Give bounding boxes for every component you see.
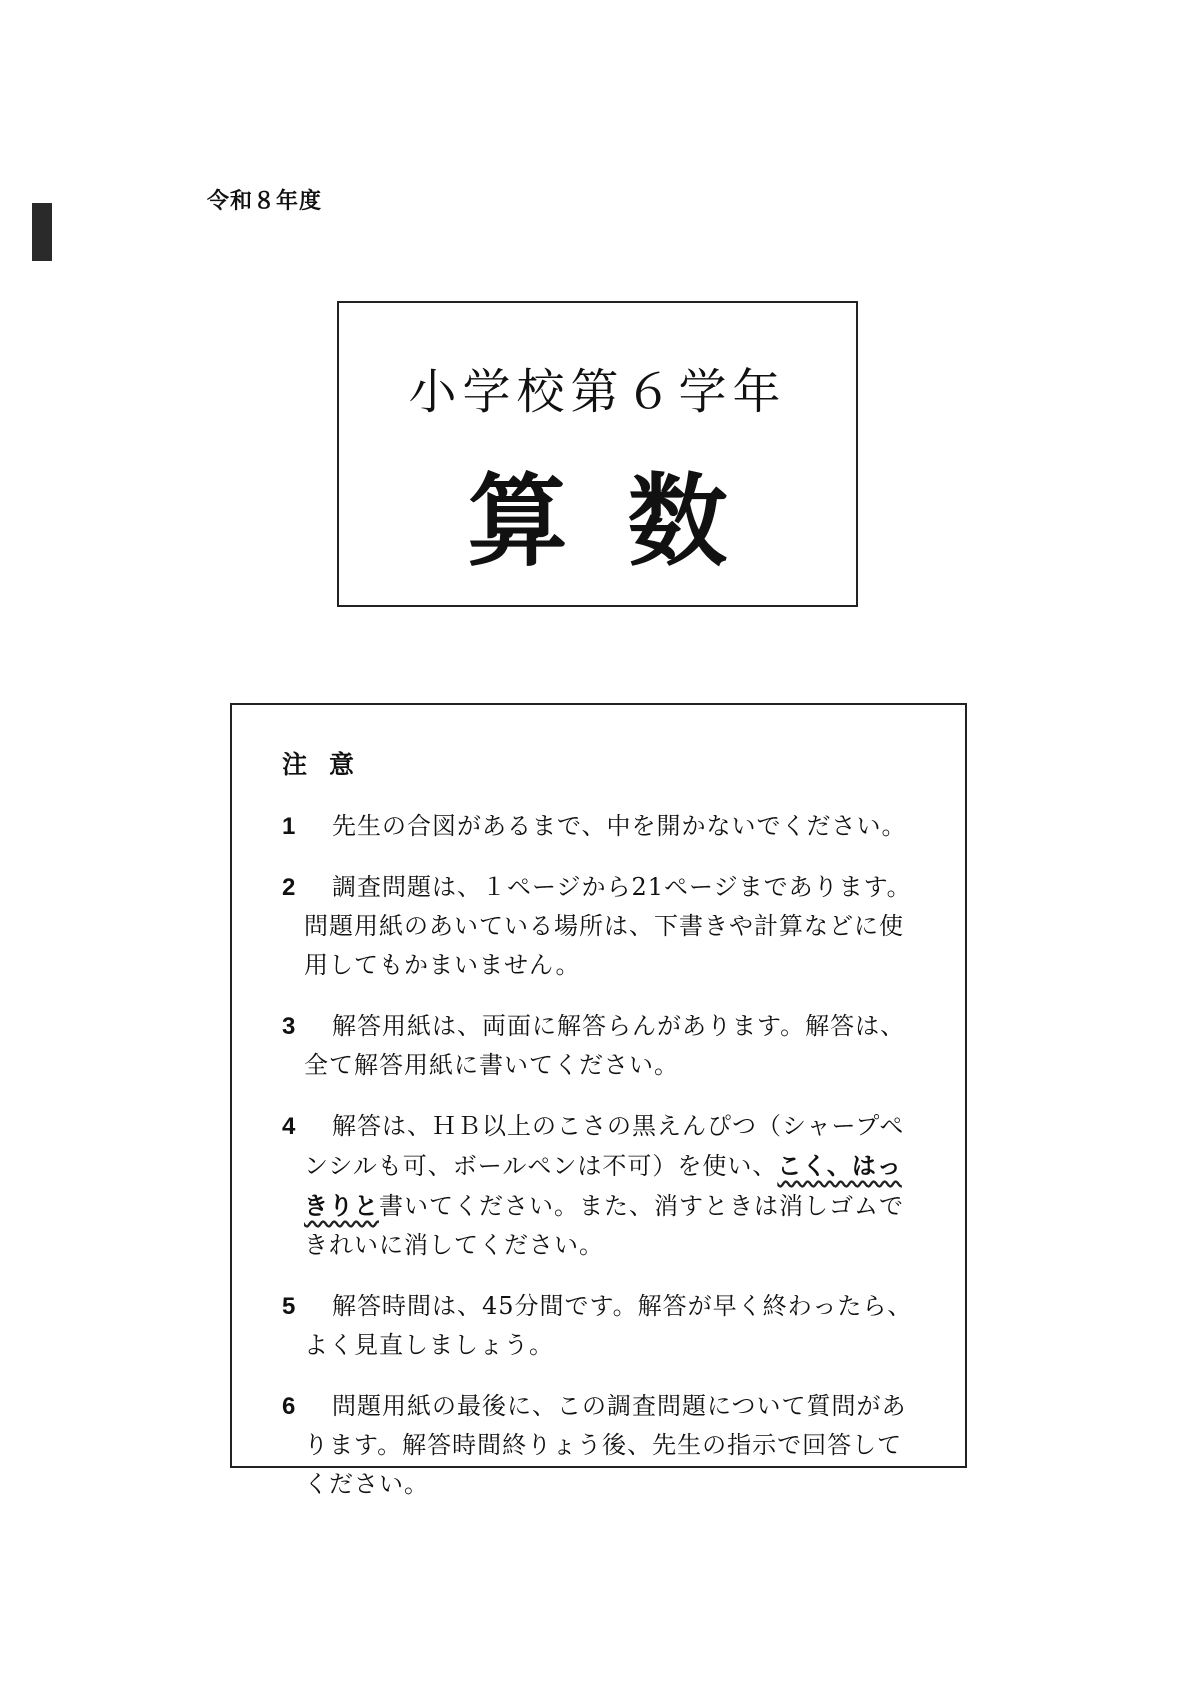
notice-item-1 bbox=[282, 807, 922, 846]
grade-title: 小学校第６学年 bbox=[408, 364, 787, 420]
year-label: 令和８年度 bbox=[207, 189, 323, 214]
notice-list bbox=[282, 807, 922, 1526]
item-number: 2 bbox=[282, 874, 296, 901]
item-number: 5 bbox=[282, 1293, 296, 1320]
item-text: 解答用紙は、両面に解答らんがあります。解答は、全て解答用紙に書いてください。 bbox=[304, 1012, 906, 1079]
item-text-before: 解答は、ＨＢ以上のこさの黒えんぴつ（シャープペンシルも可、ボールペンは不可）を使い、 bbox=[304, 1112, 905, 1180]
item-number: 1 bbox=[282, 813, 296, 840]
subject-title: 算数 bbox=[467, 463, 788, 580]
notice-item-3 bbox=[282, 1007, 922, 1085]
notice-item-5 bbox=[282, 1287, 922, 1365]
title-box bbox=[337, 301, 858, 607]
item-text: 問題用紙の最後に、この調査問題について質問があります。解答時間終りょう後、先生の指示で回答してください。 bbox=[304, 1392, 907, 1498]
item-text: 調査問題は、１ページから21ページまであります。問題用紙のあいている場所は、下書きや計算などに使用してもかまいません。 bbox=[304, 873, 912, 979]
item-number: 3 bbox=[282, 1013, 296, 1040]
notice-box bbox=[230, 703, 967, 1498]
item-text: 解答時間は、45分間です。解答が早く終わったら、よく見直しましょう。 bbox=[304, 1292, 913, 1359]
emphasis-text: こく、はっきりと bbox=[304, 1151, 902, 1220]
item-text-after: 書いてください。また、消すときは消しゴムできれいに消してください。 bbox=[304, 1192, 904, 1259]
notice-heading: 注意 bbox=[282, 750, 377, 779]
notice-item-6 bbox=[282, 1387, 922, 1504]
scan-edge-mark bbox=[32, 203, 52, 261]
item-number: 4 bbox=[282, 1113, 296, 1140]
item-text: 先生の合図があるまで、中を開かないでください。 bbox=[332, 812, 907, 840]
notice-item-2 bbox=[282, 868, 922, 985]
notice-item-4 bbox=[282, 1107, 922, 1265]
item-text bbox=[282, 1107, 922, 1265]
item-number: 6 bbox=[282, 1393, 296, 1420]
